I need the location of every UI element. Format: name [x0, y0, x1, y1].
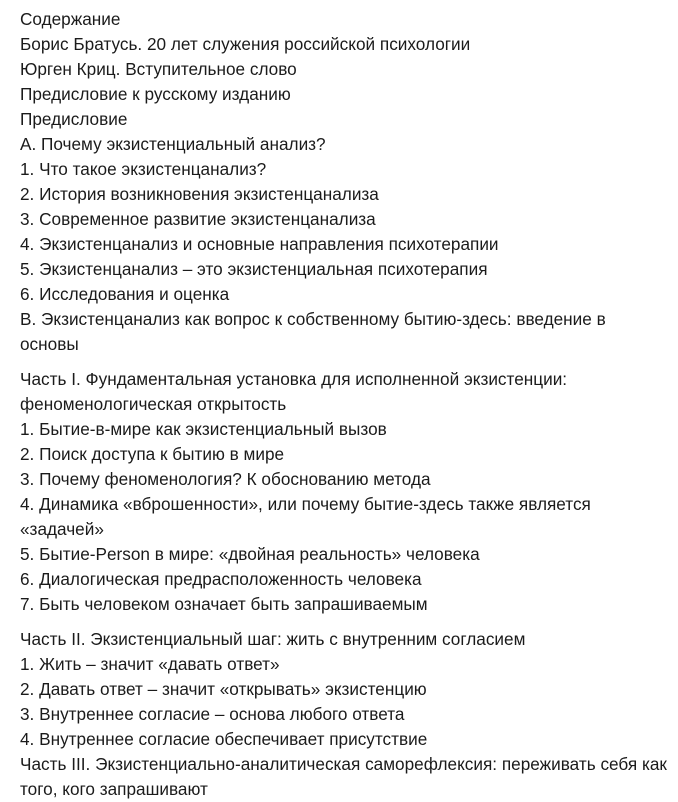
toc-entry: 3. Внутреннее согласие – основа любого ответа — [20, 704, 405, 724]
toc-entry: 1. Жить – значит «давать ответ» — [20, 654, 280, 674]
spacer — [20, 617, 668, 627]
toc-entry: 2. Давать ответ – значит «открывать» экзистенцию — [20, 679, 427, 699]
toc-entry: 1. Что такое экзистенцанализ? — [20, 159, 267, 179]
toc-entry: Предисловие — [20, 109, 128, 129]
part-heading: Часть II. Экзистенциальный шаг: жить с внутренним согласием — [20, 629, 526, 649]
toc-entry: 4. Экзистенцанализ и основные направления психотерапии — [20, 234, 499, 254]
toc-entry: Юрген Криц. Вступительное слово — [20, 59, 297, 79]
toc-title: Содержание — [20, 9, 121, 29]
section-heading: B. Экзистенцанализ как вопрос к собственному бытию-здесь: введение в основы — [20, 309, 606, 354]
table-of-contents — [20, 7, 668, 802]
toc-entry: 4. Динамика «вброшенности», или почему бытие-здесь также является «задачей» — [20, 494, 591, 539]
toc-entry: 5. Бытие-Person в мире: «двойная реальность» человека — [20, 544, 480, 564]
spacer — [20, 357, 668, 367]
toc-entry: 3. Почему феноменология? К обоснованию метода — [20, 469, 431, 489]
toc-entry: 5. Экзистенцанализ – это экзистенциальная психотерапия — [20, 259, 488, 279]
toc-entry: 4. Внутреннее согласие обеспечивает присутствие — [20, 729, 428, 749]
toc-entry: 2. История возникновения экзистенцанализа — [20, 184, 379, 204]
toc-entry: 3. Современное развитие экзистенцанализа — [20, 209, 376, 229]
toc-entry: 1. Бытие-в-мире как экзистенциальный вызов — [20, 419, 387, 439]
toc-entry: Предисловие к русскому изданию — [20, 84, 291, 104]
toc-entry: 6. Исследования и оценка — [20, 284, 230, 304]
section-heading: A. Почему экзистенциальный анализ? — [20, 134, 326, 154]
toc-entry: Борис Братусь. 20 лет служения российской психологии — [20, 34, 471, 54]
part-heading: Часть I. Фундаментальная установка для исполненной экзистенции: феноменологическая открытость — [20, 369, 568, 414]
toc-entry: 2. Поиск доступа к бытию в мире — [20, 444, 285, 464]
part-heading: Часть III. Экзистенциально-аналитическая саморефлексия: переживать себя как того, кого запрашивают — [20, 754, 667, 799]
toc-entry: 6. Диалогическая предрасположенность человека — [20, 569, 422, 589]
toc-entry: 7. Быть человеком означает быть запрашиваемым — [20, 594, 428, 614]
